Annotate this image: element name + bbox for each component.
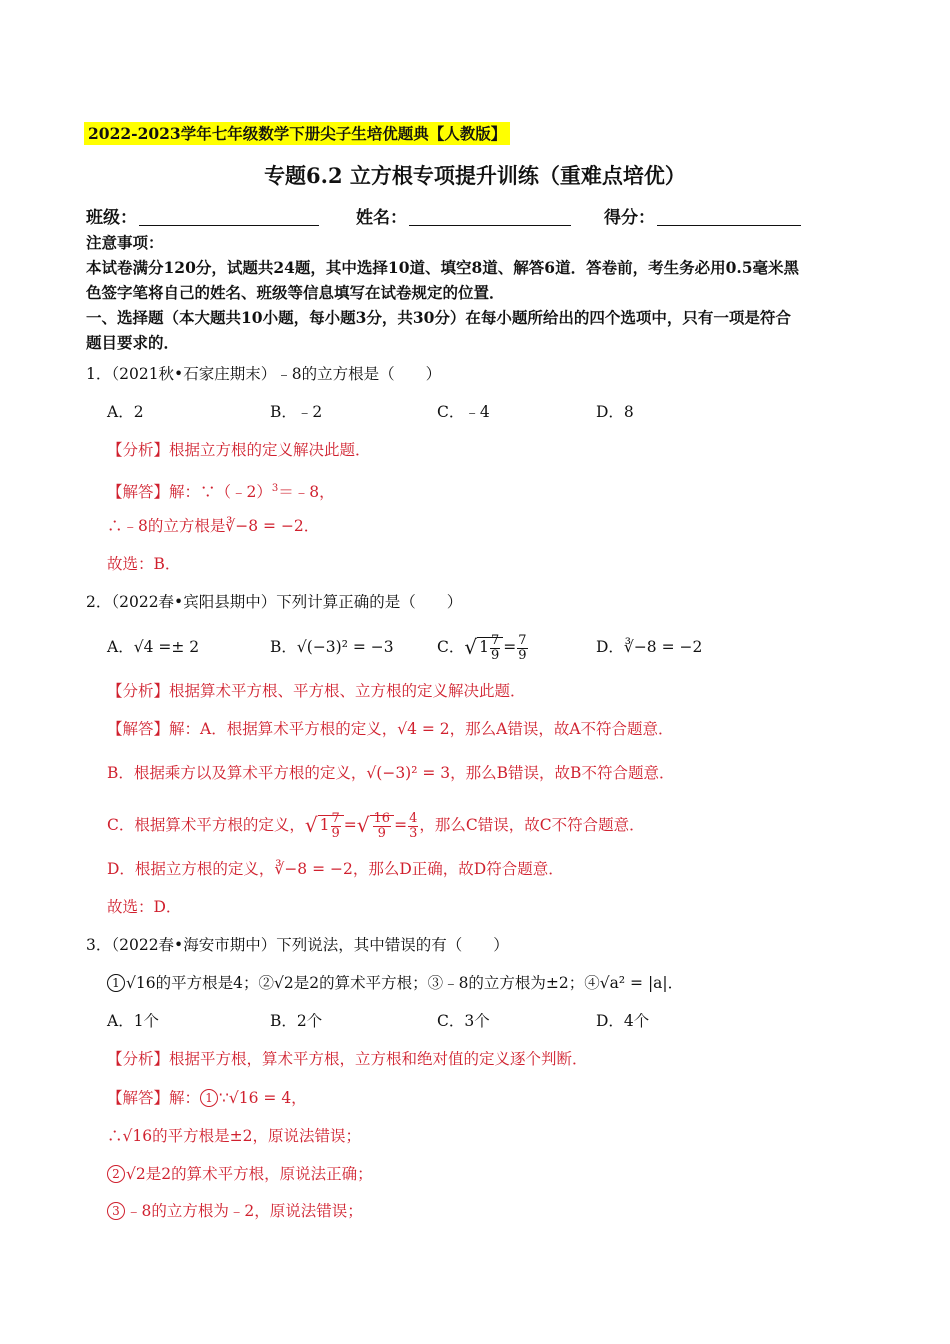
q1-option-b[interactable]: B．﹣2 (270, 403, 323, 421)
q2-solution-b: B．根据乘方以及算术平方根的定义，√(−3)² = 3，那么B错误，故B不符合题意． (107, 764, 675, 782)
circled-three-icon: 3 (107, 1202, 125, 1220)
q1-option-c[interactable]: C．﹣4 (437, 403, 490, 421)
q3-option-a[interactable]: A．1个 (107, 1012, 160, 1030)
q1-therefore: ∴﹣8的立方根是∛−8 = −2． (107, 517, 320, 535)
notice-line-1: 本试卷满分120分，试题共24题，其中选择10道、填空8道、解答6道．答卷前，考生务必用0.5毫米黑 (86, 258, 800, 277)
q3-option-d[interactable]: D．4个 (596, 1012, 650, 1030)
q2-solution-c: C．根据算术平方根的定义，√ 1 $\frac{7}{9}$ =√ $\frac{16}{9}$ = $\frac{4}{3}$ ，那么C错误，故C不符合题意． (107, 810, 645, 841)
q2-solution-d: D．根据立方根的定义，∛−8 = −2，那么D正确，故D符合题意． (107, 860, 564, 878)
q2-solution-a: 【解答】解：A．根据算术平方根的定义，√4 = 2，那么A错误，故A不符合题意． (107, 720, 674, 738)
q3-analysis: 【分析】根据平方根，算术平方根，立方根和绝对值的定义逐个判断． (107, 1050, 588, 1068)
circled-two-icon: 2 (107, 1165, 125, 1183)
q2-option-b[interactable]: B．√(−3)² = −3 (270, 638, 394, 656)
q1-analysis: 【分析】根据立方根的定义解决此题． (107, 441, 371, 459)
q1-option-d[interactable]: D．8 (596, 403, 634, 421)
q3-solution-2: ∴√16的平方根是±2，原说法错误； (107, 1127, 361, 1145)
score-blank[interactable] (657, 209, 801, 226)
series-header: 2022-2023学年七年级数学下册尖子生培优题典【人教版】 (84, 124, 510, 144)
page-title: 专题6.2 立方根专项提升训练（重难点培优） (264, 163, 686, 188)
q3-solution-4: 3 ﹣8的立方根为﹣2，原说法错误； (107, 1201, 363, 1221)
q3-statements: 1 √16的平方根是4；②√2是2的算术平方根；③﹣8的立方根为±2；④√a² = |a|． (107, 973, 683, 993)
q1-option-a[interactable]: A．2 (107, 403, 144, 421)
section-heading-line-1: 一、选择题（本大题共10小题，每小题3分，共30分）在每小题所给出的四个选项中，只有一项是符合 (86, 308, 791, 327)
name-label: 姓名： (356, 208, 407, 228)
q2-solution-c-math: √ 1 $\frac{7}{9}$ =√ $\frac{16}{9}$ = $\frac{4}{3}$ (304, 810, 418, 841)
q1-answer: 故选：B． (107, 555, 181, 573)
q2-option-a[interactable]: A．√4 =± 2 (107, 638, 200, 656)
circled-one-icon: 1 (200, 1089, 218, 1107)
q2-stem: 2．（2022春•宾阳县期中）下列计算正确的是（ ） (86, 593, 463, 611)
student-info-row (86, 208, 319, 228)
q2-option-d[interactable]: D．∛−8 = −2 (596, 638, 703, 656)
q2-option-c[interactable]: C．√ 1 $\frac{7}{9}$ = $\frac{7}{9}$ (437, 632, 527, 663)
circled-one-icon: 1 (107, 974, 125, 992)
q3-solution-3: 2 √2是2的算术平方根，原说法正确； (107, 1164, 373, 1184)
q3-option-c[interactable]: C．3个 (437, 1012, 490, 1030)
q2-analysis: 【分析】根据算术平方根、平方根、立方根的定义解决此题． (107, 682, 526, 700)
q1-stem: 1．（2021秋•石家庄期末）﹣8的立方根是（ ） (86, 365, 442, 383)
q3-option-b[interactable]: B．2个 (270, 1012, 323, 1030)
q3-stem: 3．（2022春•海安市期中）下列说法，其中错误的有（ ） (86, 936, 509, 954)
class-label: 班级： (86, 208, 137, 228)
q3-solution-1: 【解答】解： 1 ∵√16 = 4， (107, 1089, 307, 1107)
section-heading-line-2: 题目要求的． (86, 333, 180, 352)
class-blank[interactable] (139, 209, 319, 226)
q2-option-c-math: √ 1 $\frac{7}{9}$ = $\frac{7}{9}$ (464, 632, 527, 663)
notice-heading: 注意事项： (86, 233, 164, 252)
name-blank[interactable] (409, 209, 571, 226)
score-label: 得分： (604, 208, 655, 228)
q1-solution: 【解答】解：∵（﹣2）$^3$＝﹣8， (107, 483, 335, 502)
notice-line-2: 色签字笔将自己的姓名、班级等信息填写在试卷规定的位置． (86, 283, 505, 302)
q2-answer: 故选：D． (107, 898, 182, 916)
